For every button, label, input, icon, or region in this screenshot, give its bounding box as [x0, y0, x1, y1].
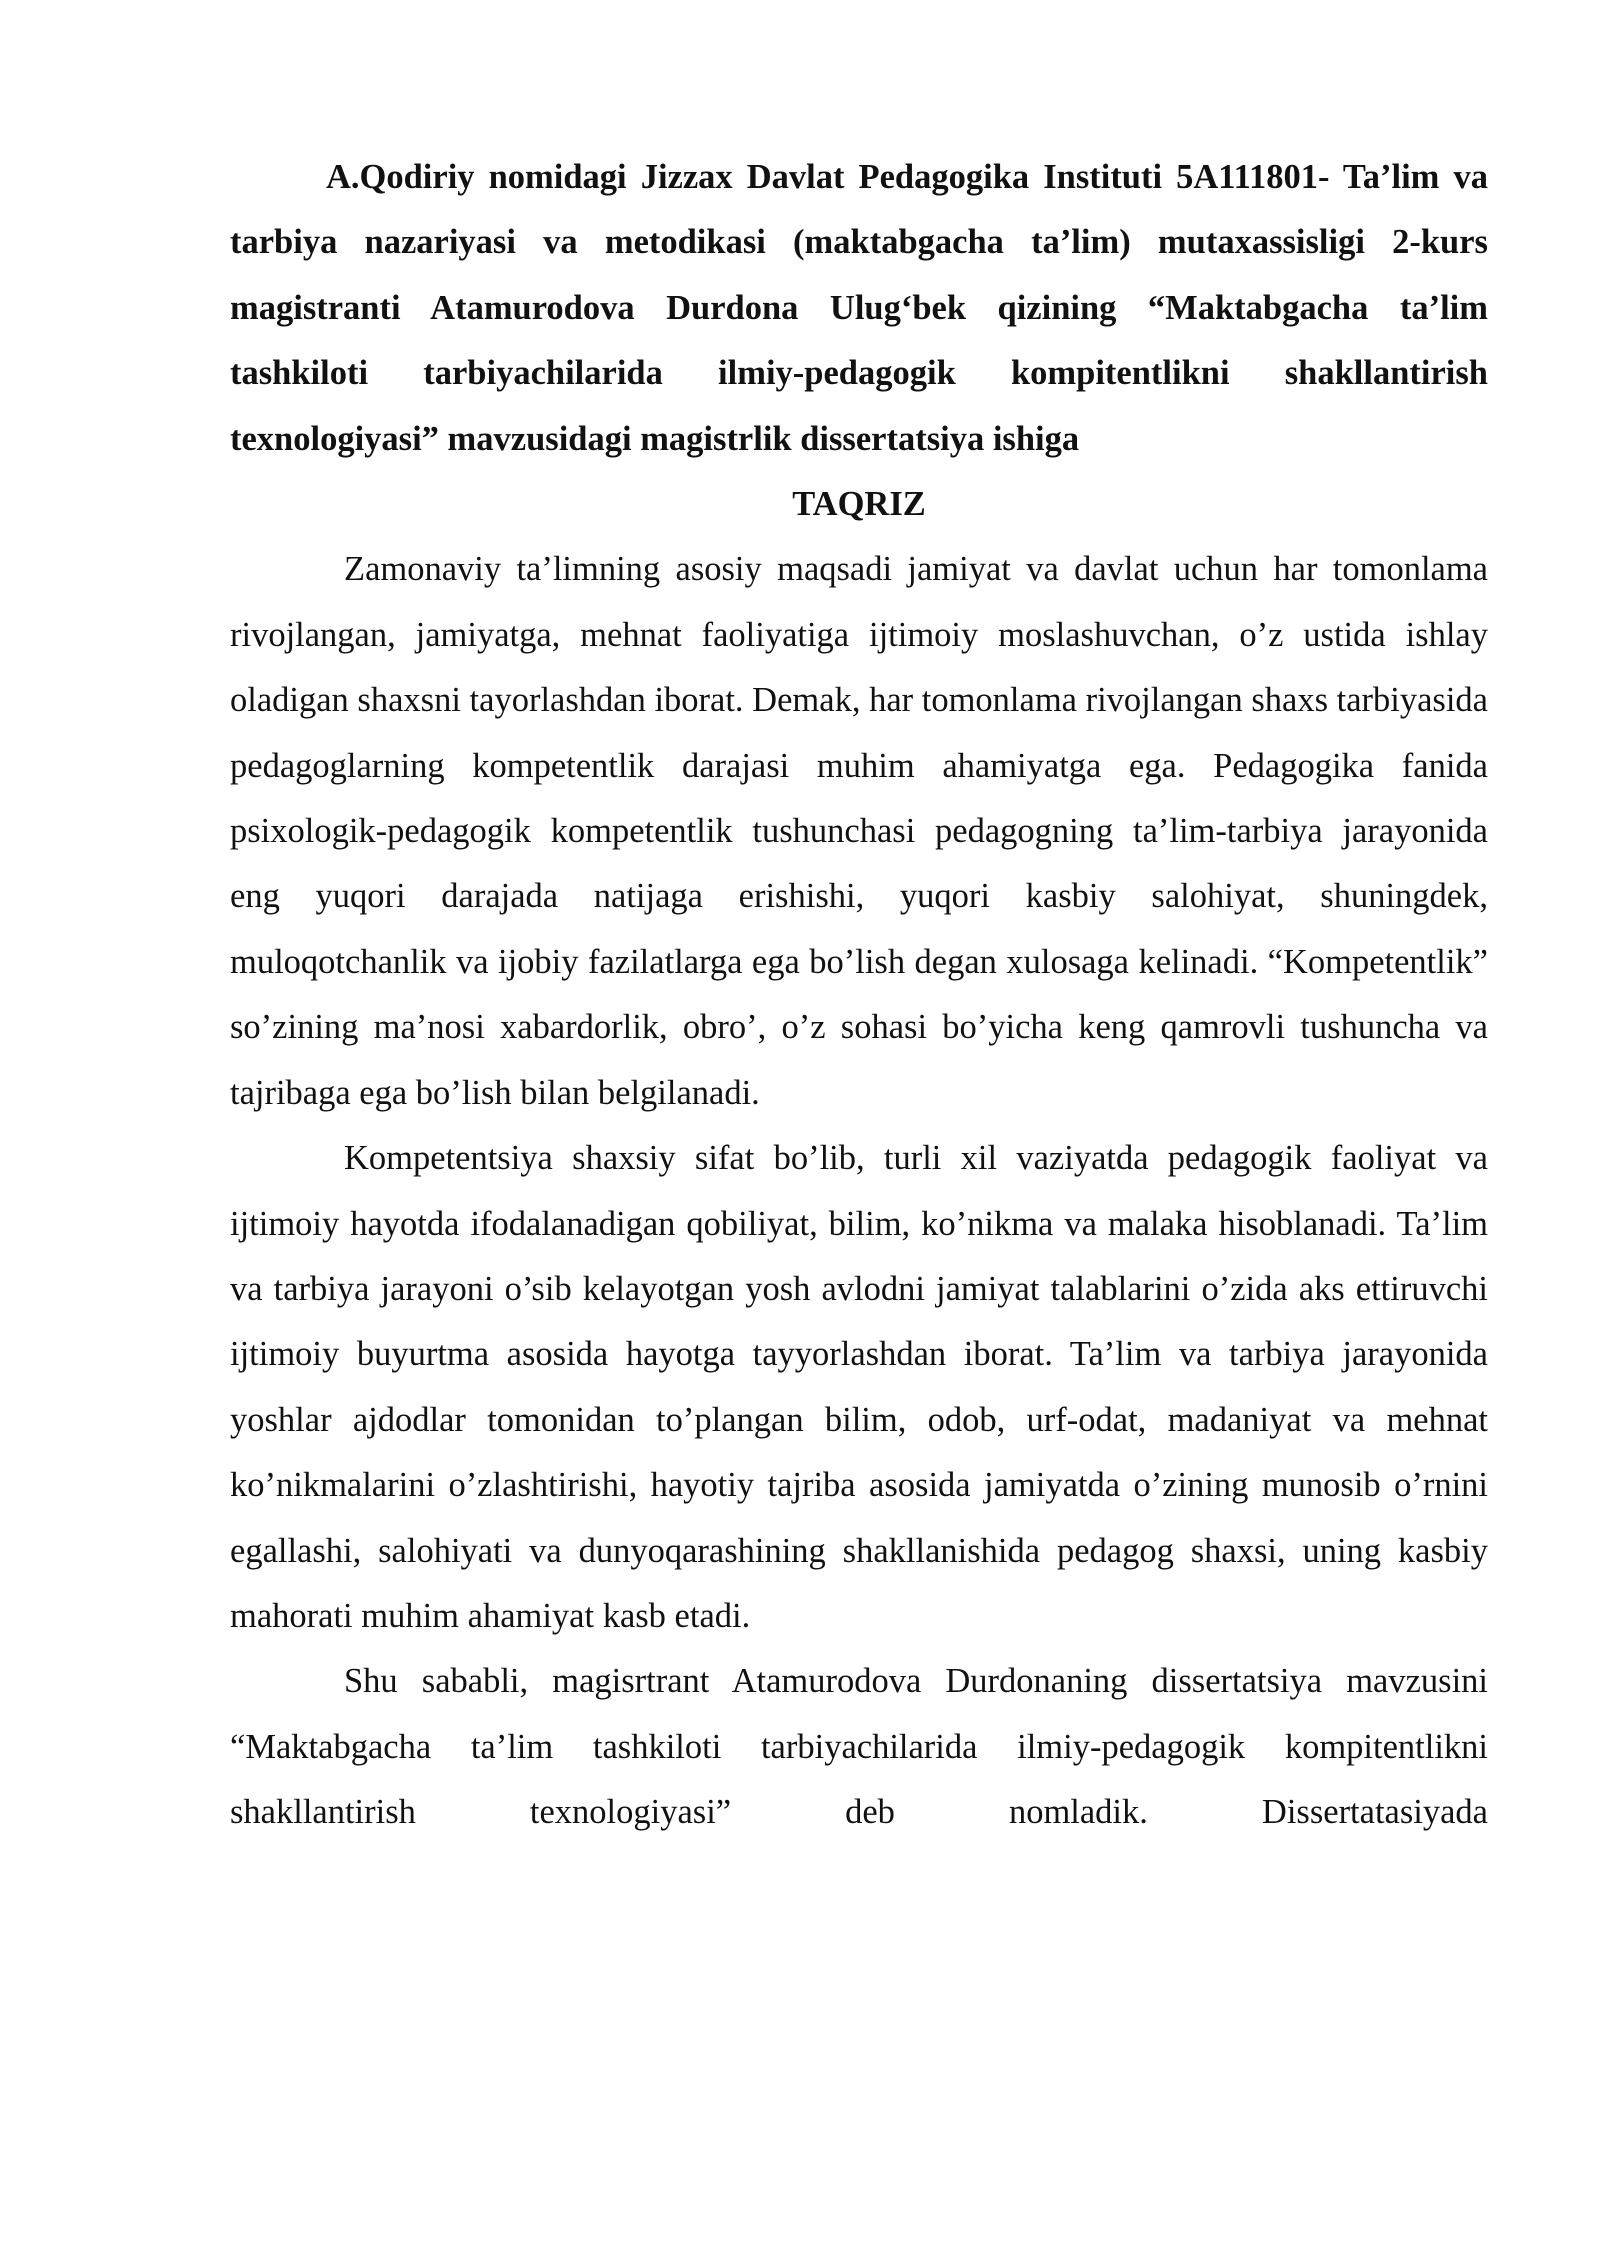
paragraph-2: Kompetentsiya shaxsiy sifat bo’lib, turli xil vaziyatda pedagogik faoliyat va ijtimoiy hayotda ifodalanadigan qobiliyat, bilim, ko’nikma va malaka hisoblanadi. Ta’lim va tarbiya jarayoni o’sib kelayotgan yosh avlodni jamiyat talablarini o’zida aks ettiruvchi ijtimoiy buyurtma asosida hayotga tayyorlashdan iborat. Ta’lim va tarbiya jarayonida yoshlar ajdodlar tomonidan to’plangan bilim, odob, urf-odat, madaniyat va mehnat ko’nikmalarini o’zlashtirishi, hayotiy tajriba asosida jamiyatda o’zining munosib o’rnini egallashi, salohiyati va dunyoqarashining shakllanishida pedagog shaxsi, uning kasbiy mahorati muhim ahamiyat kasb etadi.: [230, 1139, 1488, 1635]
document-title: TAQRIZ: [792, 485, 926, 524]
document-body: [230, 145, 1488, 1846]
paragraph-1: Zamonaviy ta’limning asosiy maqsadi jamiyat va davlat uchun har tomonlama rivojlangan, jamiyatga, mehnat faoliyatiga ijtimoiy moslashuvchan, o’z ustida ishlay oladigan shaxsni tayorlashdan iborat. Demak, har tomonlama rivojlangan shaxs tarbiyasida pedagoglarning kompetentlik darajasi muhim ahamiyatga ega. Pedagogika fanida psixologik-pedagogik kompetentlik tushunchasi pedagogning ta’lim-tarbiya jarayonida eng yuqori darajada natijaga erishishi, yuqori kasbiy salohiyat, shuningdek, muloqotchanlik va ijobiy fazilatlarga ega bo’lish degan xulosaga kelinadi. “Kompetentlik” so’zining ma’nosi xabardorlik, obro’, o’z sohasi bo’yicha keng qamrovli tushuncha va tajribaga ega bo’lish bilan belgilanadi.: [230, 550, 1488, 1112]
document-heading: A.Qodiriy nomidagi Jizzax Davlat Pedagogika Instituti 5A111801- Ta’lim va tarbiya nazariyasi va metodikasi (maktabgacha ta’lim) mutaxassisligi 2-kurs magistranti Atamurodova Durdona Ulug‘bek qizining “Maktabgacha ta’lim tashkiloti tarbiyachilarida ilmiy-pedagogik kompitentlikni shakllantirish texnologiyasi” mavzusidagi magistrlik dissertatsiya ishiga: [230, 158, 1488, 458]
paragraph-3: Shu sababli, magisrtrant Atamurodova Durdonaning dissertatsiya mavzusini “Maktabgacha ta’lim tashkiloti tarbiyachilarida ilmiy-pedagogik kompitentlikni shakllantirish texnologiyasi” deb nomladik. Dissertatasiyada: [230, 1662, 1488, 1832]
